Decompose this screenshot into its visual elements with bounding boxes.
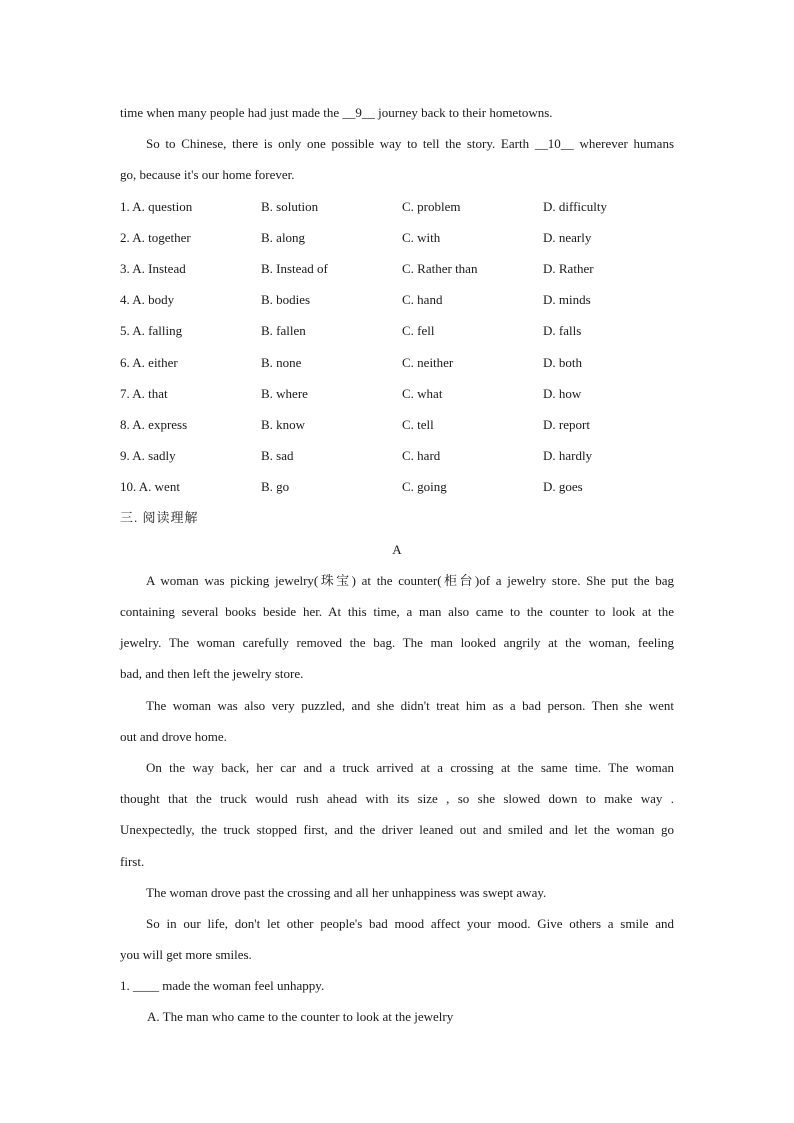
option-row-3: [120, 257, 674, 288]
passage-label: A: [392, 541, 402, 557]
option-b: B. Instead of: [261, 260, 328, 276]
passage-paragraph-5: [120, 912, 674, 974]
option-c: C. hard: [402, 448, 441, 464]
option-d: D. goes: [543, 479, 583, 495]
option-d: D. report: [543, 416, 590, 432]
option-a: 7. A. that: [120, 385, 168, 401]
paragraph-line: out and drove home.: [120, 728, 227, 744]
option-a: 8. A. express: [120, 416, 188, 432]
option-row-2: [120, 226, 674, 257]
paragraph-line: first.: [120, 853, 145, 869]
option-a: 2. A. together: [120, 229, 191, 245]
option-c: C. hand: [402, 292, 443, 308]
passage-end-line-2: So to Chinese, there is only one possible way to tell the story. Earth __10__ wherever humans: [146, 136, 674, 152]
option-d: D. how: [543, 385, 582, 401]
option-b: B. where: [261, 385, 308, 401]
option-b: B. bodies: [261, 292, 311, 308]
option-a: 10. A. went: [120, 479, 180, 495]
option-a: 1. A. question: [120, 198, 193, 214]
paragraph-line: containing several books beside her. At this time, a man also came to the counter to look at the: [120, 604, 674, 619]
option-b: B. solution: [261, 198, 319, 214]
option-b: B. go: [261, 479, 290, 495]
passage-paragraph-2: [120, 694, 674, 756]
option-c: C. with: [402, 229, 441, 245]
paragraph-line: bad, and then left the jewelry store.: [120, 666, 304, 682]
passage-end-line-3: go, because it's our home forever.: [120, 167, 295, 183]
option-c: C. neither: [402, 354, 454, 370]
option-row-6: [120, 351, 674, 382]
option-a: 3. A. Instead: [120, 260, 186, 276]
option-b: B. sad: [261, 448, 294, 464]
option-b: B. know: [261, 416, 306, 432]
option-a: 6. A. either: [120, 354, 178, 370]
option-b: B. along: [261, 229, 306, 245]
question-1-option-a: A. The man who came to the counter to look at the jewelry: [147, 1009, 454, 1025]
passage-paragraph-1: [120, 569, 674, 694]
option-c: C. tell: [402, 416, 434, 432]
option-row-4: [120, 288, 674, 319]
option-a: 5. A. falling: [120, 323, 183, 339]
option-b: B. none: [261, 354, 302, 370]
passage-paragraph-4: The woman drove past the crossing and all her unhappiness was swept away.: [146, 884, 547, 900]
option-c: C. going: [402, 479, 447, 495]
passage-paragraph-3: [120, 756, 674, 881]
paragraph-line: A woman was picking jewelry(珠宝) at the counter(柜台)of a jewelry store. She put the bag: [146, 572, 674, 588]
option-c: C. problem: [402, 198, 461, 214]
option-d: D. hardly: [543, 448, 593, 464]
paragraph-line: So in our life, don't let other people's bad mood affect your mood. Give others a smile and: [146, 915, 674, 931]
paragraph-line: thought that the truck would rush ahead with its size , so she slowed down to make way .: [120, 791, 674, 807]
option-d: D. falls: [543, 323, 582, 339]
option-b: B. fallen: [261, 323, 306, 339]
paragraph-line: The woman was also very puzzled, and she didn't treat him as a bad person. Then she went: [146, 697, 674, 713]
paragraph-line: you will get more smiles.: [120, 947, 252, 963]
option-a: 9. A. sadly: [120, 448, 176, 464]
paragraph-line: jewelry. The woman carefully removed the bag. The man looked angrily at the woman, feeling: [120, 635, 674, 651]
option-row-7: [120, 382, 674, 413]
paragraph-line: Unexpectedly, the truck stopped first, and the driver leaned out and smiled and let the woman go: [120, 822, 674, 838]
passage-end-line-1: time when many people had just made the __9__ journey back to their hometowns.: [120, 105, 553, 120]
option-row-9: [120, 444, 674, 475]
option-d: D. nearly: [543, 229, 592, 245]
option-row-8: [120, 413, 674, 444]
option-d: D. difficulty: [543, 198, 608, 214]
question-1-stem: 1. ____ made the woman feel unhappy.: [120, 978, 325, 994]
option-d: D. both: [543, 354, 582, 370]
option-c: C. fell: [402, 323, 435, 339]
option-c: C. Rather than: [402, 260, 478, 276]
paragraph-line: On the way back, her car and a truck arrived at a crossing at the same time. The woman: [146, 759, 674, 775]
options-list: [120, 195, 674, 507]
option-d: D. minds: [543, 292, 591, 308]
option-row-10: [120, 475, 674, 506]
option-c: C. what: [402, 385, 443, 401]
option-row-1: [120, 195, 674, 226]
option-a: 4. A. body: [120, 292, 175, 308]
option-row-5: [120, 319, 674, 350]
page-content: [120, 101, 674, 1037]
section-title: 三. 阅读理解: [120, 510, 199, 526]
option-d: D. Rather: [543, 260, 594, 276]
